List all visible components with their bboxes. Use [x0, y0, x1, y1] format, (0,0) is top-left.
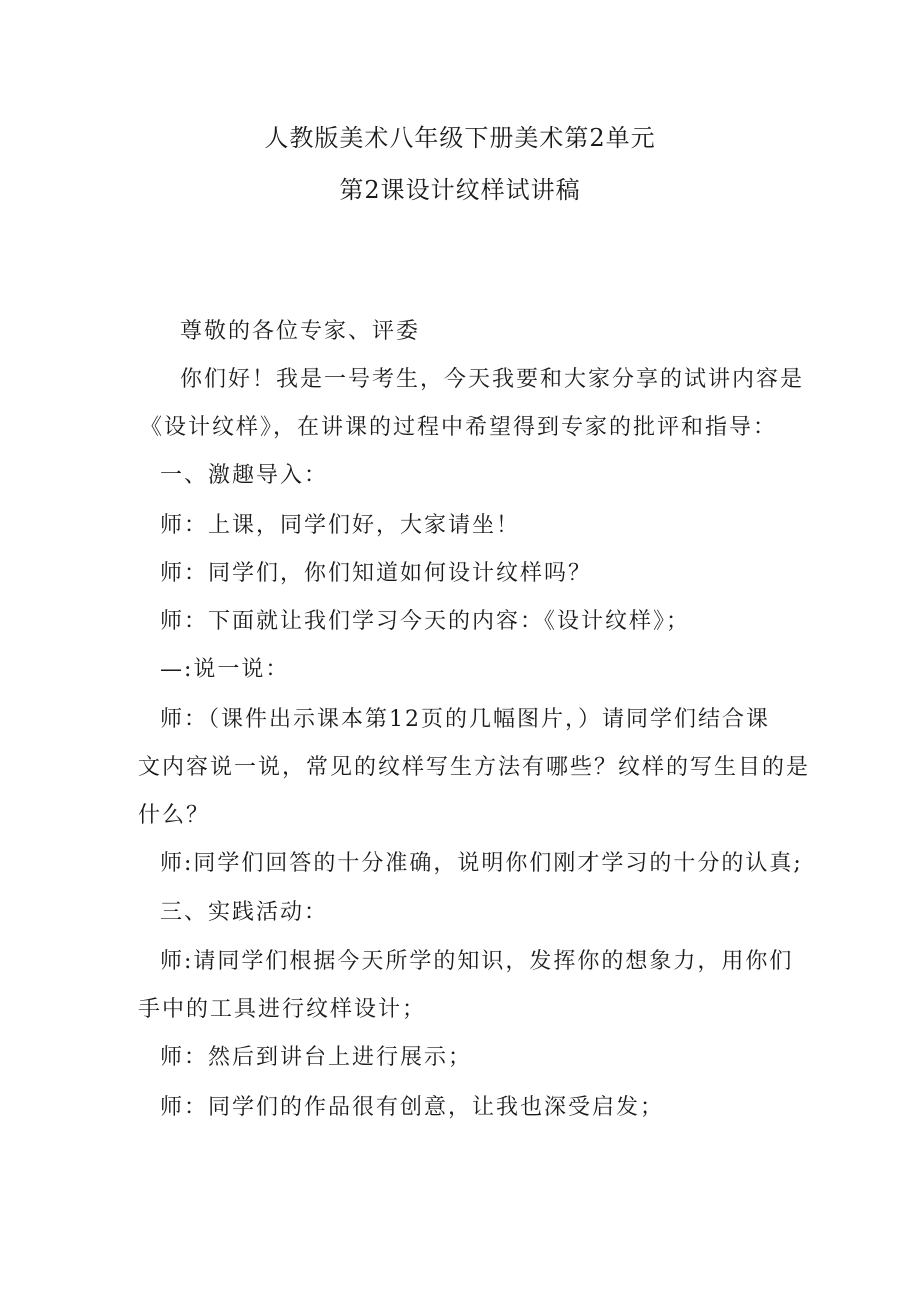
paragraph-line: 什么？	[138, 803, 211, 828]
paragraph-line: 师：下面就让我们学习今天的内容：《设计纹样》；	[160, 609, 691, 634]
document-title-line-1: 人教版美术八年级下册美术第2单元	[264, 124, 656, 152]
paragraph-line: 你们好！我是一号考生，今天我要和大家分享的试讲内容是	[180, 367, 805, 392]
document-title-line-2: 第2课设计纹样试讲稿	[339, 176, 581, 204]
paragraph-line: 手中的工具进行纹样设计；	[138, 997, 427, 1022]
paragraph-line: 师：同学们，你们知道如何设计纹样吗？	[160, 561, 593, 586]
paragraph-line: 文内容说一说，常见的纹样写生方法有哪些？纹样的写生目的是	[138, 755, 811, 780]
section-heading: 三、实践活动：	[160, 900, 329, 925]
paragraph-line: 师：然后到讲台上进行展示；	[160, 1045, 473, 1070]
paragraph-line: 师:同学们回答的十分准确，说明你们刚才学习的十分的认真;	[160, 851, 803, 876]
salutation: 尊敬的各位专家、评委	[180, 319, 421, 344]
paragraph-line: 师：同学们的作品很有创意，让我也深受启发；	[160, 1095, 665, 1120]
paragraph-line: 师：上课，同学们好，大家请坐！	[160, 513, 521, 538]
paragraph-line: 师:请同学们根据今天所学的知识，发挥你的想象力，用你们	[160, 949, 794, 974]
section-heading: —:说一说：	[160, 657, 290, 682]
paragraph-line: 师：（课件出示课本第12页的几幅图片，）请同学们结合课	[160, 707, 770, 732]
section-heading: 一、激趣导入：	[160, 463, 329, 488]
paragraph-line: 《设计纹样》，在讲课的过程中希望得到专家的批评和指导：	[140, 415, 778, 440]
